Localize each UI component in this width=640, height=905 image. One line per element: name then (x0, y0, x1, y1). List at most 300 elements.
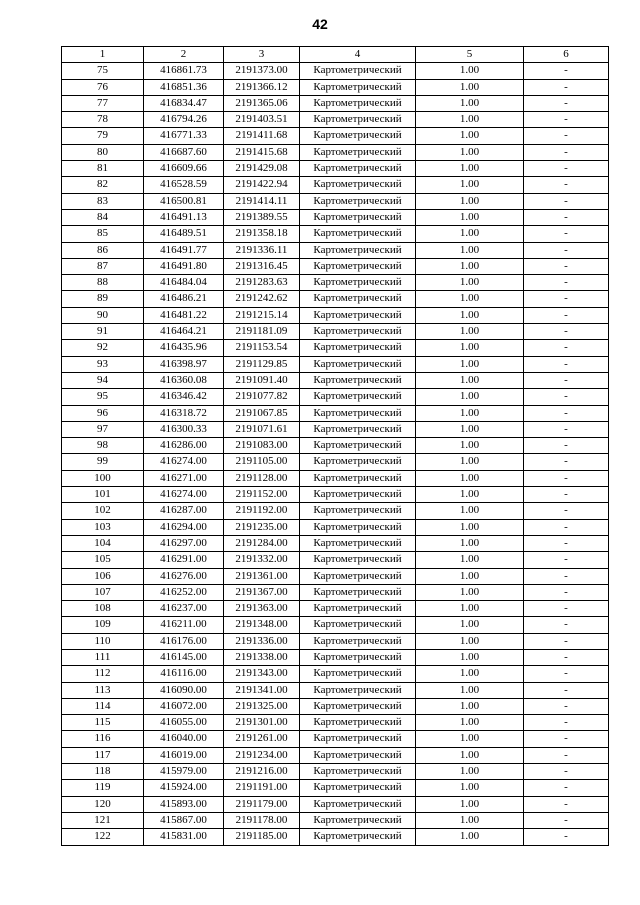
accuracy-cell: 1.00 (416, 812, 524, 828)
table-row (62, 682, 609, 698)
accuracy-cell: 1.00 (416, 552, 524, 568)
table-row (62, 519, 609, 535)
accuracy-cell: 1.00 (416, 487, 524, 503)
accuracy-cell: 1.00 (416, 715, 524, 731)
y-coordinate-cell: 2191415.68 (224, 144, 300, 160)
method-cell: Картометрический (300, 226, 416, 242)
note-cell: - (524, 242, 609, 258)
method-cell: Картометрический (300, 421, 416, 437)
point-number-cell: 121 (62, 812, 144, 828)
y-coordinate-cell: 2191411.68 (224, 128, 300, 144)
point-number-cell: 100 (62, 470, 144, 486)
table-row (62, 698, 609, 714)
y-coordinate-cell: 2191348.00 (224, 617, 300, 633)
method-cell: Картометрический (300, 372, 416, 388)
method-cell: Картометрический (300, 812, 416, 828)
point-number-cell: 120 (62, 796, 144, 812)
x-coordinate-cell: 416211.00 (144, 617, 224, 633)
note-cell: - (524, 584, 609, 600)
table-row (62, 584, 609, 600)
x-coordinate-cell: 416252.00 (144, 584, 224, 600)
point-number-cell: 89 (62, 291, 144, 307)
column-header: 1 (62, 47, 144, 63)
x-coordinate-cell: 416072.00 (144, 698, 224, 714)
column-header: 2 (144, 47, 224, 63)
y-coordinate-cell: 2191343.00 (224, 666, 300, 682)
method-cell: Картометрический (300, 649, 416, 665)
accuracy-cell: 1.00 (416, 242, 524, 258)
table-row (62, 193, 609, 209)
method-cell: Картометрический (300, 715, 416, 731)
column-header: 5 (416, 47, 524, 63)
note-cell: - (524, 780, 609, 796)
x-coordinate-cell: 415831.00 (144, 829, 224, 845)
accuracy-cell: 1.00 (416, 617, 524, 633)
method-cell: Картометрический (300, 63, 416, 79)
point-number-cell: 105 (62, 552, 144, 568)
coordinates-table (61, 46, 609, 846)
point-number-cell: 86 (62, 242, 144, 258)
table-row (62, 812, 609, 828)
method-cell: Картометрический (300, 340, 416, 356)
accuracy-cell: 1.00 (416, 503, 524, 519)
method-cell: Картометрический (300, 454, 416, 470)
method-cell: Картометрический (300, 682, 416, 698)
y-coordinate-cell: 2191283.63 (224, 275, 300, 291)
accuracy-cell: 1.00 (416, 128, 524, 144)
note-cell: - (524, 258, 609, 274)
x-coordinate-cell: 415867.00 (144, 812, 224, 828)
table-row (62, 275, 609, 291)
note-cell: - (524, 812, 609, 828)
table-row (62, 829, 609, 845)
table-row (62, 63, 609, 79)
x-coordinate-cell: 416176.00 (144, 633, 224, 649)
point-number-cell: 108 (62, 601, 144, 617)
point-number-cell: 113 (62, 682, 144, 698)
table-row (62, 340, 609, 356)
note-cell: - (524, 698, 609, 714)
table-row (62, 601, 609, 617)
table-row (62, 389, 609, 405)
table-row (62, 95, 609, 111)
point-number-cell: 118 (62, 764, 144, 780)
method-cell: Картометрический (300, 79, 416, 95)
y-coordinate-cell: 2191191.00 (224, 780, 300, 796)
note-cell: - (524, 324, 609, 340)
note-cell: - (524, 829, 609, 845)
method-cell: Картометрический (300, 535, 416, 551)
method-cell: Картометрический (300, 617, 416, 633)
point-number-cell: 103 (62, 519, 144, 535)
x-coordinate-cell: 416145.00 (144, 649, 224, 665)
note-cell: - (524, 291, 609, 307)
note-cell: - (524, 731, 609, 747)
table-row (62, 324, 609, 340)
accuracy-cell: 1.00 (416, 144, 524, 160)
y-coordinate-cell: 2191301.00 (224, 715, 300, 731)
accuracy-cell: 1.00 (416, 568, 524, 584)
note-cell: - (524, 144, 609, 160)
table-row (62, 144, 609, 160)
y-coordinate-cell: 2191091.40 (224, 372, 300, 388)
method-cell: Картометрический (300, 666, 416, 682)
accuracy-cell: 1.00 (416, 682, 524, 698)
note-cell: - (524, 438, 609, 454)
y-coordinate-cell: 2191128.00 (224, 470, 300, 486)
method-cell: Картометрический (300, 568, 416, 584)
accuracy-cell: 1.00 (416, 95, 524, 111)
point-number-cell: 111 (62, 649, 144, 665)
table-row (62, 715, 609, 731)
x-coordinate-cell: 416491.13 (144, 209, 224, 225)
accuracy-cell: 1.00 (416, 633, 524, 649)
accuracy-cell: 1.00 (416, 796, 524, 812)
x-coordinate-cell: 416500.81 (144, 193, 224, 209)
note-cell: - (524, 340, 609, 356)
x-coordinate-cell: 415979.00 (144, 764, 224, 780)
method-cell: Картометрический (300, 128, 416, 144)
method-cell: Картометрический (300, 307, 416, 323)
accuracy-cell: 1.00 (416, 535, 524, 551)
y-coordinate-cell: 2191403.51 (224, 112, 300, 128)
y-coordinate-cell: 2191336.11 (224, 242, 300, 258)
method-cell: Картометрический (300, 487, 416, 503)
table-row (62, 128, 609, 144)
method-cell: Картометрический (300, 161, 416, 177)
point-number-cell: 110 (62, 633, 144, 649)
table-row (62, 568, 609, 584)
note-cell: - (524, 177, 609, 193)
table-row (62, 747, 609, 763)
accuracy-cell: 1.00 (416, 470, 524, 486)
note-cell: - (524, 372, 609, 388)
y-coordinate-cell: 2191216.00 (224, 764, 300, 780)
method-cell: Картометрический (300, 829, 416, 845)
note-cell: - (524, 454, 609, 470)
x-coordinate-cell: 416055.00 (144, 715, 224, 731)
x-coordinate-cell: 416019.00 (144, 747, 224, 763)
note-cell: - (524, 128, 609, 144)
accuracy-cell: 1.00 (416, 291, 524, 307)
y-coordinate-cell: 2191152.00 (224, 487, 300, 503)
table-body (62, 63, 609, 845)
note-cell: - (524, 275, 609, 291)
point-number-cell: 115 (62, 715, 144, 731)
table-row (62, 649, 609, 665)
method-cell: Картометрический (300, 324, 416, 340)
x-coordinate-cell: 416687.60 (144, 144, 224, 160)
y-coordinate-cell: 2191178.00 (224, 812, 300, 828)
point-number-cell: 116 (62, 731, 144, 747)
x-coordinate-cell: 416090.00 (144, 682, 224, 698)
table-row (62, 552, 609, 568)
accuracy-cell: 1.00 (416, 209, 524, 225)
y-coordinate-cell: 2191361.00 (224, 568, 300, 584)
y-coordinate-cell: 2191316.45 (224, 258, 300, 274)
x-coordinate-cell: 416297.00 (144, 535, 224, 551)
note-cell: - (524, 535, 609, 551)
note-cell: - (524, 161, 609, 177)
x-coordinate-cell: 416040.00 (144, 731, 224, 747)
method-cell: Картометрический (300, 112, 416, 128)
table-row (62, 79, 609, 95)
table-row (62, 307, 609, 323)
x-coordinate-cell: 416274.00 (144, 454, 224, 470)
point-number-cell: 76 (62, 79, 144, 95)
note-cell: - (524, 633, 609, 649)
accuracy-cell: 1.00 (416, 177, 524, 193)
note-cell: - (524, 649, 609, 665)
y-coordinate-cell: 2191325.00 (224, 698, 300, 714)
x-coordinate-cell: 416528.59 (144, 177, 224, 193)
x-coordinate-cell: 416300.33 (144, 421, 224, 437)
point-number-cell: 87 (62, 258, 144, 274)
note-cell: - (524, 796, 609, 812)
x-coordinate-cell: 416346.42 (144, 389, 224, 405)
y-coordinate-cell: 2191422.94 (224, 177, 300, 193)
accuracy-cell: 1.00 (416, 780, 524, 796)
y-coordinate-cell: 2191284.00 (224, 535, 300, 551)
accuracy-cell: 1.00 (416, 829, 524, 845)
x-coordinate-cell: 415924.00 (144, 780, 224, 796)
point-number-cell: 117 (62, 747, 144, 763)
y-coordinate-cell: 2191181.09 (224, 324, 300, 340)
y-coordinate-cell: 2191365.06 (224, 95, 300, 111)
y-coordinate-cell: 2191332.00 (224, 552, 300, 568)
method-cell: Картометрический (300, 552, 416, 568)
note-cell: - (524, 405, 609, 421)
x-coordinate-cell: 415893.00 (144, 796, 224, 812)
note-cell: - (524, 63, 609, 79)
point-number-cell: 102 (62, 503, 144, 519)
y-coordinate-cell: 2191389.55 (224, 209, 300, 225)
point-number-cell: 75 (62, 63, 144, 79)
accuracy-cell: 1.00 (416, 698, 524, 714)
point-number-cell: 85 (62, 226, 144, 242)
point-number-cell: 93 (62, 356, 144, 372)
y-coordinate-cell: 2191367.00 (224, 584, 300, 600)
table-row (62, 535, 609, 551)
y-coordinate-cell: 2191363.00 (224, 601, 300, 617)
method-cell: Картометрический (300, 747, 416, 763)
accuracy-cell: 1.00 (416, 747, 524, 763)
note-cell: - (524, 209, 609, 225)
note-cell: - (524, 552, 609, 568)
table-row (62, 421, 609, 437)
point-number-cell: 106 (62, 568, 144, 584)
x-coordinate-cell: 416851.36 (144, 79, 224, 95)
note-cell: - (524, 193, 609, 209)
note-cell: - (524, 617, 609, 633)
table-row (62, 112, 609, 128)
point-number-cell: 83 (62, 193, 144, 209)
point-number-cell: 109 (62, 617, 144, 633)
y-coordinate-cell: 2191341.00 (224, 682, 300, 698)
point-number-cell: 104 (62, 535, 144, 551)
x-coordinate-cell: 416609.66 (144, 161, 224, 177)
note-cell: - (524, 568, 609, 584)
x-coordinate-cell: 416274.00 (144, 487, 224, 503)
accuracy-cell: 1.00 (416, 307, 524, 323)
x-coordinate-cell: 416491.77 (144, 242, 224, 258)
x-coordinate-cell: 416484.04 (144, 275, 224, 291)
note-cell: - (524, 356, 609, 372)
note-cell: - (524, 487, 609, 503)
method-cell: Картометрический (300, 470, 416, 486)
table-row (62, 258, 609, 274)
note-cell: - (524, 764, 609, 780)
x-coordinate-cell: 416794.26 (144, 112, 224, 128)
note-cell: - (524, 666, 609, 682)
point-number-cell: 122 (62, 829, 144, 845)
point-number-cell: 82 (62, 177, 144, 193)
note-cell: - (524, 226, 609, 242)
accuracy-cell: 1.00 (416, 226, 524, 242)
y-coordinate-cell: 2191261.00 (224, 731, 300, 747)
accuracy-cell: 1.00 (416, 258, 524, 274)
method-cell: Картометрический (300, 796, 416, 812)
method-cell: Картометрический (300, 242, 416, 258)
y-coordinate-cell: 2191235.00 (224, 519, 300, 535)
table-row (62, 291, 609, 307)
table-row (62, 780, 609, 796)
point-number-cell: 80 (62, 144, 144, 160)
point-number-cell: 79 (62, 128, 144, 144)
table-row (62, 470, 609, 486)
table-row (62, 242, 609, 258)
x-coordinate-cell: 416435.96 (144, 340, 224, 356)
method-cell: Картометрический (300, 177, 416, 193)
y-coordinate-cell: 2191242.62 (224, 291, 300, 307)
y-coordinate-cell: 2191129.85 (224, 356, 300, 372)
accuracy-cell: 1.00 (416, 584, 524, 600)
y-coordinate-cell: 2191373.00 (224, 63, 300, 79)
method-cell: Картометрический (300, 209, 416, 225)
accuracy-cell: 1.00 (416, 438, 524, 454)
accuracy-cell: 1.00 (416, 421, 524, 437)
accuracy-cell: 1.00 (416, 63, 524, 79)
point-number-cell: 96 (62, 405, 144, 421)
point-number-cell: 99 (62, 454, 144, 470)
point-number-cell: 107 (62, 584, 144, 600)
column-header: 6 (524, 47, 609, 63)
table-row (62, 161, 609, 177)
y-coordinate-cell: 2191366.12 (224, 79, 300, 95)
y-coordinate-cell: 2191077.82 (224, 389, 300, 405)
method-cell: Картометрический (300, 389, 416, 405)
point-number-cell: 92 (62, 340, 144, 356)
point-number-cell: 77 (62, 95, 144, 111)
x-coordinate-cell: 416464.21 (144, 324, 224, 340)
x-coordinate-cell: 416287.00 (144, 503, 224, 519)
accuracy-cell: 1.00 (416, 764, 524, 780)
x-coordinate-cell: 416771.33 (144, 128, 224, 144)
note-cell: - (524, 307, 609, 323)
x-coordinate-cell: 416291.00 (144, 552, 224, 568)
table-row (62, 356, 609, 372)
x-coordinate-cell: 416861.73 (144, 63, 224, 79)
accuracy-cell: 1.00 (416, 649, 524, 665)
method-cell: Картометрический (300, 405, 416, 421)
point-number-cell: 91 (62, 324, 144, 340)
note-cell: - (524, 519, 609, 535)
note-cell: - (524, 79, 609, 95)
table-row (62, 372, 609, 388)
accuracy-cell: 1.00 (416, 324, 524, 340)
y-coordinate-cell: 2191083.00 (224, 438, 300, 454)
table-row (62, 487, 609, 503)
table-row (62, 209, 609, 225)
y-coordinate-cell: 2191414.11 (224, 193, 300, 209)
point-number-cell: 88 (62, 275, 144, 291)
method-cell: Картометрический (300, 258, 416, 274)
table-header-row (62, 47, 609, 63)
note-cell: - (524, 601, 609, 617)
table-row (62, 405, 609, 421)
method-cell: Картометрический (300, 764, 416, 780)
table-row (62, 454, 609, 470)
point-number-cell: 97 (62, 421, 144, 437)
accuracy-cell: 1.00 (416, 519, 524, 535)
x-coordinate-cell: 416318.72 (144, 405, 224, 421)
accuracy-cell: 1.00 (416, 275, 524, 291)
point-number-cell: 78 (62, 112, 144, 128)
method-cell: Картометрический (300, 698, 416, 714)
table-row (62, 177, 609, 193)
point-number-cell: 119 (62, 780, 144, 796)
method-cell: Картометрический (300, 356, 416, 372)
y-coordinate-cell: 2191153.54 (224, 340, 300, 356)
method-cell: Картометрический (300, 780, 416, 796)
table-row (62, 503, 609, 519)
x-coordinate-cell: 416116.00 (144, 666, 224, 682)
table-row (62, 226, 609, 242)
point-number-cell: 101 (62, 487, 144, 503)
note-cell: - (524, 682, 609, 698)
point-number-cell: 95 (62, 389, 144, 405)
y-coordinate-cell: 2191429.08 (224, 161, 300, 177)
accuracy-cell: 1.00 (416, 193, 524, 209)
method-cell: Картометрический (300, 95, 416, 111)
y-coordinate-cell: 2191338.00 (224, 649, 300, 665)
x-coordinate-cell: 416834.47 (144, 95, 224, 111)
y-coordinate-cell: 2191185.00 (224, 829, 300, 845)
method-cell: Картометрический (300, 633, 416, 649)
method-cell: Картометрический (300, 584, 416, 600)
y-coordinate-cell: 2191179.00 (224, 796, 300, 812)
table-row (62, 617, 609, 633)
y-coordinate-cell: 2191336.00 (224, 633, 300, 649)
method-cell: Картометрический (300, 291, 416, 307)
point-number-cell: 112 (62, 666, 144, 682)
method-cell: Картометрический (300, 144, 416, 160)
point-number-cell: 114 (62, 698, 144, 714)
note-cell: - (524, 470, 609, 486)
x-coordinate-cell: 416491.80 (144, 258, 224, 274)
column-header: 3 (224, 47, 300, 63)
accuracy-cell: 1.00 (416, 389, 524, 405)
method-cell: Картометрический (300, 503, 416, 519)
accuracy-cell: 1.00 (416, 731, 524, 747)
x-coordinate-cell: 416276.00 (144, 568, 224, 584)
y-coordinate-cell: 2191215.14 (224, 307, 300, 323)
note-cell: - (524, 747, 609, 763)
x-coordinate-cell: 416481.22 (144, 307, 224, 323)
page-number: 42 (312, 16, 328, 32)
x-coordinate-cell: 416398.97 (144, 356, 224, 372)
table-row (62, 731, 609, 747)
